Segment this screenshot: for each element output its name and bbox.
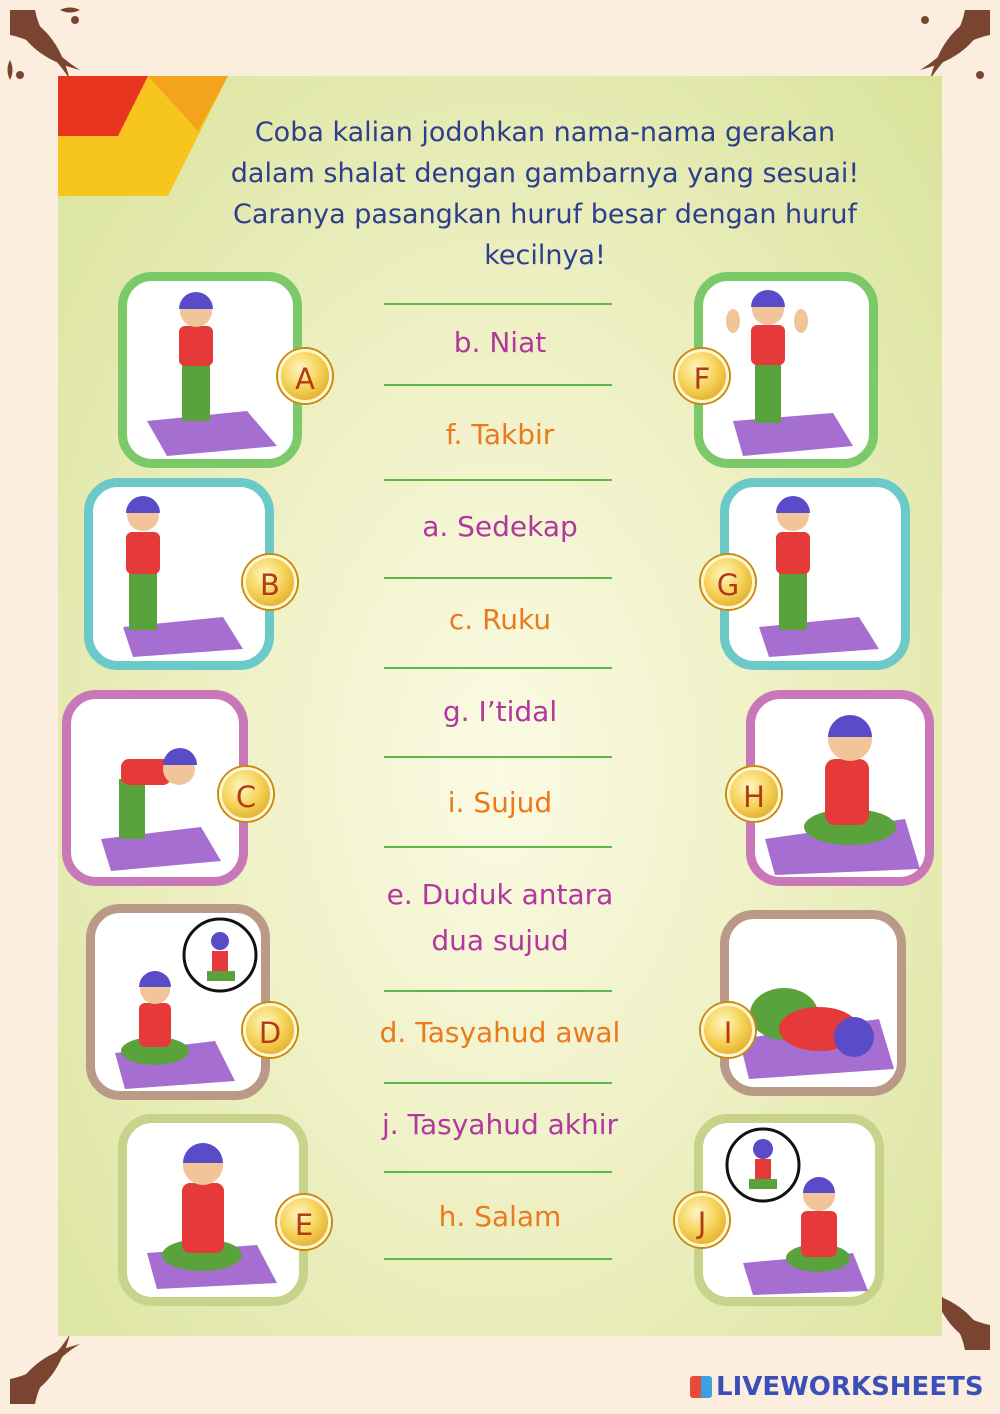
letter-badge: C xyxy=(219,767,273,821)
boy-standing-icon xyxy=(729,487,901,661)
brand-icon xyxy=(690,1376,712,1398)
picture-card-g xyxy=(716,478,910,670)
boy-sitting-icon xyxy=(127,1123,299,1297)
option-label: a. Sedekap xyxy=(422,510,578,543)
instruction-text xyxy=(200,112,890,276)
answer-line[interactable] xyxy=(384,667,612,669)
picture-card-d xyxy=(86,904,282,1100)
boy-sitting-icon xyxy=(95,913,261,1091)
answer-line[interactable] xyxy=(384,303,612,305)
answer-line[interactable] xyxy=(384,1171,612,1173)
option-label: g. I’tidal xyxy=(442,695,558,728)
option-label: h. Salam xyxy=(438,1200,562,1233)
picture-card-c xyxy=(62,690,257,886)
brand-logo xyxy=(690,1372,984,1402)
letter-badge: E xyxy=(277,1195,331,1249)
answer-line[interactable] xyxy=(384,990,612,992)
boy-sitting-icon xyxy=(703,1123,875,1297)
option-label: f. Takbir xyxy=(445,418,555,451)
answer-line[interactable] xyxy=(384,1082,612,1084)
option-label: j. Tasyahud akhir xyxy=(381,1108,619,1141)
instruction-line: dalam shalat dengan gambarnya yang sesuai! xyxy=(230,158,860,189)
letter-badge: B xyxy=(243,555,297,609)
picture-card-j xyxy=(694,1114,884,1306)
letter-badge: D xyxy=(243,1003,297,1057)
letter-badge: J xyxy=(675,1193,729,1247)
letter-badge: I xyxy=(701,1003,755,1057)
boy-standing-icon xyxy=(93,487,265,661)
option-label: dua sujud xyxy=(431,924,569,957)
boy-sujud-icon xyxy=(729,919,897,1087)
answer-line[interactable] xyxy=(384,1258,612,1260)
instruction-line: Coba kalian jodohkan nama-nama gerakan xyxy=(254,117,836,148)
brand-text: LIVEWORKSHEETS xyxy=(716,1372,984,1402)
picture-card-b xyxy=(84,478,280,670)
option-label: e. Duduk antara xyxy=(386,878,614,911)
option-label: c. Ruku xyxy=(448,603,552,636)
answer-line[interactable] xyxy=(384,479,612,481)
option-label: i. Sujud xyxy=(447,786,553,819)
option-label: d. Tasyahud awal xyxy=(379,1016,621,1049)
answer-line[interactable] xyxy=(384,756,612,758)
answer-line[interactable] xyxy=(384,577,612,579)
letter-badge: G xyxy=(701,555,755,609)
answer-line[interactable] xyxy=(384,846,612,848)
instruction-line: kecilnya! xyxy=(484,240,606,271)
picture-card-i xyxy=(720,910,906,1096)
picture-card-h xyxy=(743,690,934,886)
instruction-line: Caranya pasangkan huruf besar dengan huruf xyxy=(233,199,857,230)
answer-line[interactable] xyxy=(384,384,612,386)
boy-bowing-icon xyxy=(71,699,239,877)
letter-badge: H xyxy=(727,767,781,821)
letter-badge: F xyxy=(675,349,729,403)
letter-badge: A xyxy=(278,349,332,403)
option-label: b. Niat xyxy=(453,326,547,359)
picture-card-a xyxy=(118,272,315,468)
boy-standing-icon xyxy=(127,281,293,459)
picture-card-f xyxy=(694,272,878,468)
picture-card-e xyxy=(118,1114,314,1306)
